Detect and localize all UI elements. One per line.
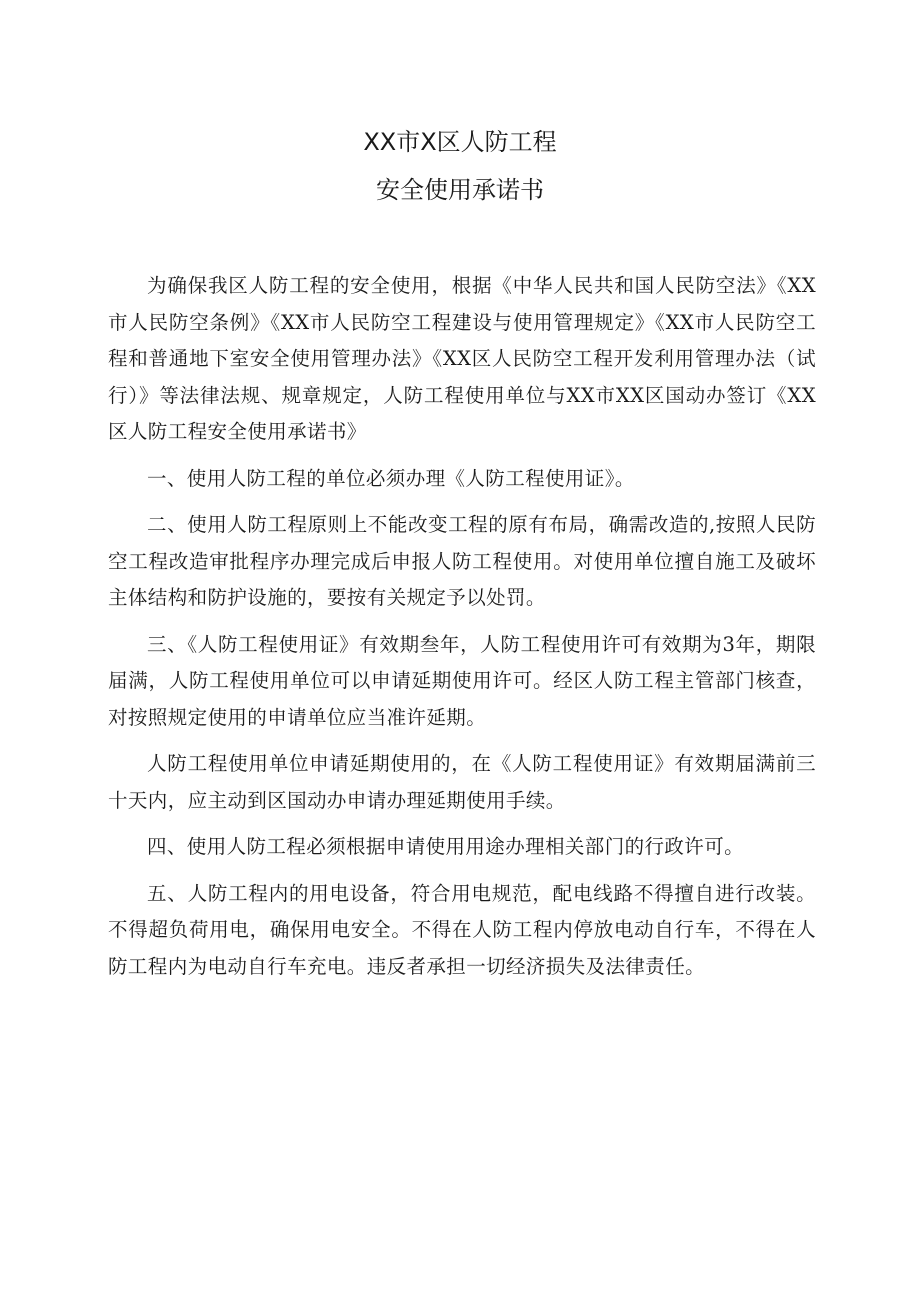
paragraph-intro: 为确保我区人防工程的安全使用，根据《中华人民共和国人民防空法》《XX市人民防空条例》《XX市人民防空工程建设与使用管理规定》《XX市人民防空工程和普通地下室安全使用管理办法》《XX区人民防空工程开发利用管理办法（试行）》等法律法规、规章规定，人防工程使用单位与XX市XX区国动办签订《XX区人防工程安全使用承诺书》 (108, 274, 816, 443)
document-body (108, 268, 816, 995)
paragraph-item-1: 一、使用人防工程的单位必须办理《人防工程使用证》。 (147, 466, 635, 490)
document-subtitle: 安全使用承诺书 (376, 176, 544, 204)
document-title: XX市X区人防工程 (363, 128, 557, 156)
paragraph-item-5: 五、人防工程内的用电设备，符合用电规范，配电线路不得擅自进行改装。不得超负荷用电，确保用电安全。不得在人防工程内停放电动自行车，不得在人防工程内为电动自行车充电。违反者承担一切经济损失及法律责任。 (108, 881, 816, 978)
paragraph-item-4: 四、使用人防工程必须根据申请使用用途办理相关部门的行政许可。 (147, 835, 745, 858)
paragraph-item-3: 三、《人防工程使用证》有效期叁年，人防工程使用许可有效期为3年，期限届满，人防工程使用单位可以申请延期使用许可。经区人防工程主管部门核查，对按照规定使用的申请单位应当准许延期。 (108, 632, 816, 729)
paragraph-item-2: 二、使用人防工程原则上不能改变工程的原有布局，确需改造的,按照人民防空工程改造审批程序办理完成后申报人防工程使用。对使用单位擅自施工及破坏主体结构和防护设施的，要按有关规定予以处罚。 (108, 513, 816, 609)
paragraph-item-3-extension: 人防工程使用单位申请延期使用的，在《人防工程使用证》有效期届满前三十天内，应主动到区国动办申请办理延期使用手续。 (108, 752, 816, 812)
